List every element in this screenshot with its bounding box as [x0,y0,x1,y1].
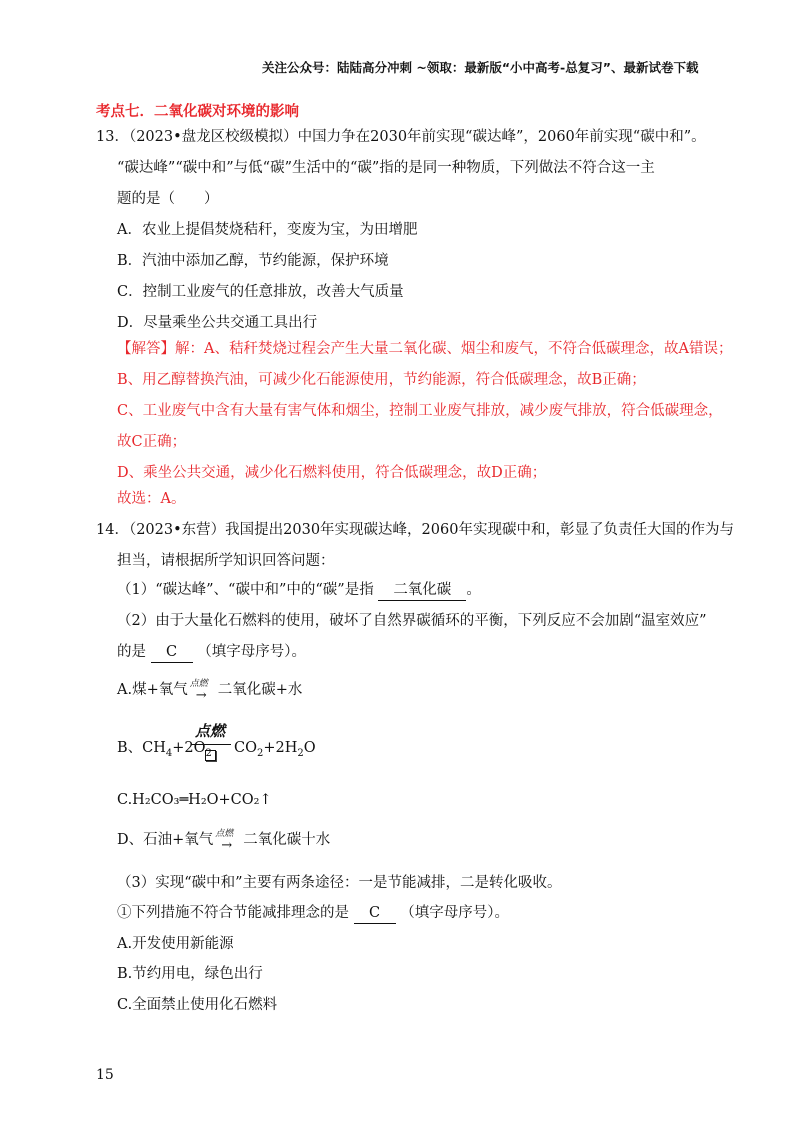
q14-part2-prompt: 的是 [117,644,146,660]
q14-part2-end: （填字母序号）。 [197,644,306,660]
q13-answer-5: D、乘坐公共交通，减少化石燃料使用，符合低碳理念，故D正确； [117,465,547,481]
reaction-line [191,744,231,745]
q13-option-b: B．汽油中添加乙醇，节约能源，保护环境 [117,253,389,269]
reaction-a-right: 二氧化碳+水 [217,682,303,698]
reaction-c: C.H₂CO₃═H₂O+CO₂↑ [117,792,272,808]
q14-part3-option-a: A.开发使用新能源 [117,936,234,952]
q13-line2: “碳达峰”“碳中和”与低“碳”生活中的“碳”指的是同一种物质，下列做法不符合这一主 [117,160,655,176]
q14-part2-answer: C [151,642,193,663]
reaction-a-arrow: 点燃 → [188,680,218,700]
q14-part2-line1: （2）由于大量化石燃料的使用，破坏了自然界碳循环的平衡，下列反应不会加剧“温室效应” [117,613,707,629]
q14-part3-question [117,903,509,924]
q14-part2-line2 [117,642,306,663]
q13-option-d: D．尽量乘坐公共交通工具出行 [117,315,318,331]
q13-answer-2: B、用乙醇替换汽油，可减少化石能源使用，节约能源，符合低碳理念，故B正确； [117,372,646,388]
answer-text: 解：A、秸秆焚烧过程会产生大量二氧化碳、烟尘和废气，不符合低碳理念，故A错误； [175,341,733,357]
reaction-b-condition [195,720,231,760]
q14-part1 [117,580,481,601]
q13-option-a: A．农业上提倡焚烧秸秆，变废为宝，为田增肥 [117,222,418,238]
page-header: 关注公众号：陆陆高分冲刺 ~领取：最新版“小中高考-总复习”、最新试卷下载 [262,60,699,75]
q13-line3: 题的是（ ） [117,191,219,207]
condition-label: 点燃 [215,829,234,839]
condition-label: 点燃 [189,679,208,689]
q14-part1-prompt: （1）“碳达峰”、“碳中和”中的“碳”是指 [117,582,374,598]
q14-part3-option-b: B.节约用电，绿色出行 [117,966,263,982]
reaction-b-left: B、CH [117,740,166,756]
q14-part3-option-c: C.全面禁止使用化石燃料 [117,997,278,1013]
answer-tag: 【解答】 [117,341,175,357]
q14-part3-end: （填字母序号）。 [400,905,509,921]
reaction-d-left: D、石油+氧气 [117,832,214,848]
reaction-d-right: 二氧化碳十水 [243,832,331,848]
condition-label: 点燃 [195,722,226,740]
reaction-b-right: $CO_2+2H_2O$ [234,740,316,759]
q13-answer-4: 故C正确； [117,434,187,450]
q14-part3-answer: C [354,903,396,924]
q14-part3-prompt: ①下列措施不符合节能减排理念的是 [117,905,349,921]
q13-option-c: C．控制工业废气的任意排放，改善大气质量 [117,284,404,300]
reaction-d-arrow: 点燃 → [213,830,243,850]
q13-answer-3: C、工业废气中含有大量有害气体和烟尘，控制工业废气排放，减少废气排放，符合低碳理念， [117,403,723,419]
section-title: 考点七．二氧化碳对环境的影响 [96,103,299,120]
box-symbol [205,750,216,761]
reaction-a [117,679,303,703]
reaction-a-left: A.煤+氧气 [117,682,188,698]
reaction-b: B、$CH_4+2O_2$ [117,740,212,759]
q13-answer-6: 故选：A。 [117,491,186,507]
q13-answer-1 [117,339,732,359]
q14-part1-answer: 二氧化碳 [378,580,466,601]
q14-part1-end: 。 [466,582,481,598]
reaction-d [117,829,331,853]
q14-part3-line1: （3）实现“碳中和”主要有两条途径：一是节能减排，二是转化吸收。 [117,875,562,891]
q14-line2: 担当，请根据所学知识回答问题： [117,553,335,569]
q13-line1: 13．（2023•盘龙区校级模拟）中国力争在2030年前实现“碳达峰”，2060年前实现“碳中和”。 [96,129,706,145]
page-number: 15 [96,1067,114,1083]
q14-line1: 14．（2023•东营）我国提出2030年实现碳达峰，2060年实现碳中和，彰显了负责任大国的作为与 [96,522,734,538]
